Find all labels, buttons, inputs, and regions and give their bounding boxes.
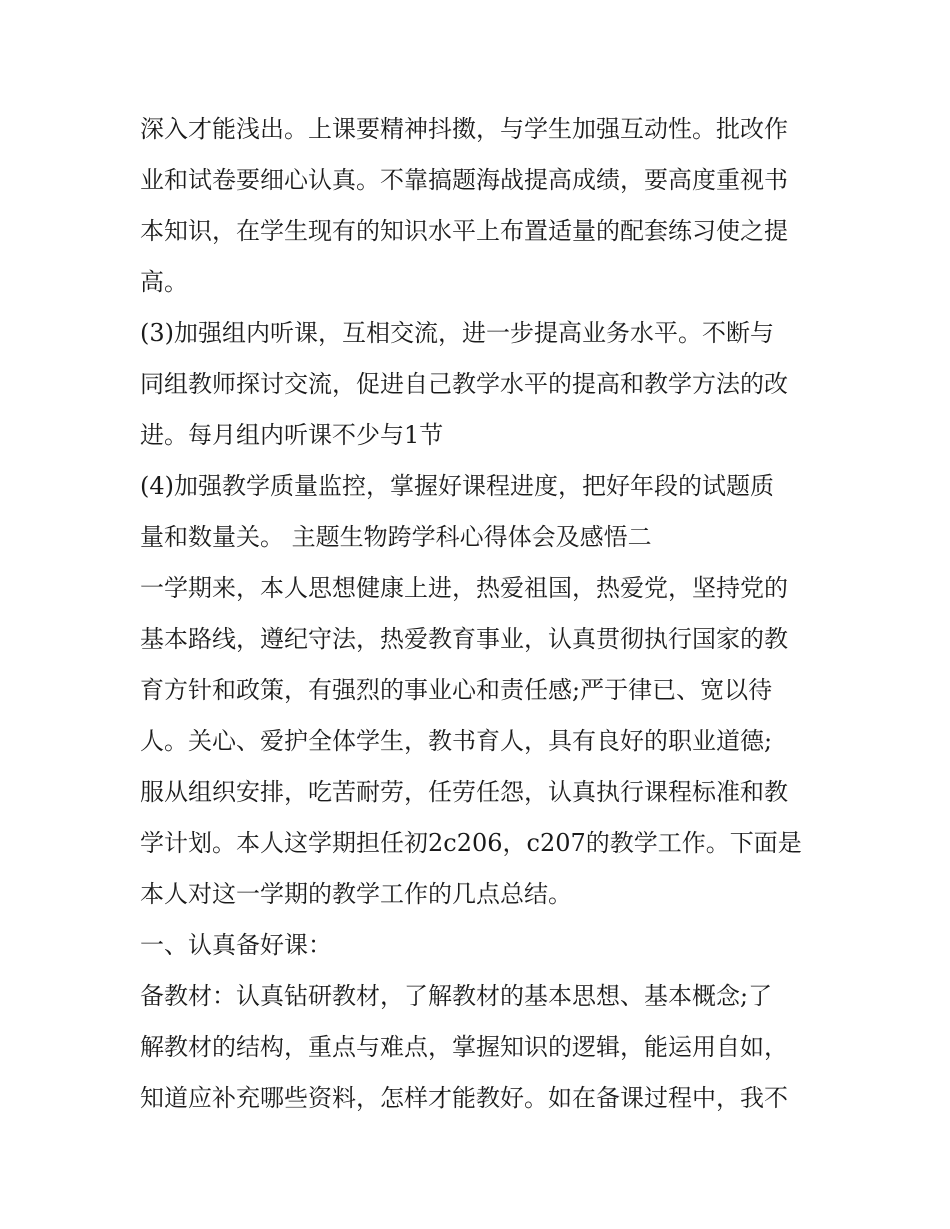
text-line: 知道应补充哪些资料，怎样才能教好。如在备课过程中，我不 xyxy=(140,1084,788,1112)
text-line: (4)加强教学质量监控，掌握好课程进度，把好年段的试题质 xyxy=(140,472,774,500)
text-line: 同组教师探讨交流，促进自己教学水平的提高和教学方法的改 xyxy=(140,370,788,398)
text-line: 本人对这一学期的教学工作的几点总结。 xyxy=(140,880,572,908)
text-line: 深入才能浅出。上课要精神抖擞，与学生加强互动性。批改作 xyxy=(140,115,788,143)
text-line: 解教材的结构，重点与难点，掌握知识的逻辑，能运用自如， xyxy=(140,1033,788,1061)
text-line: 服从组织安排，吃苦耐劳，任劳任怨，认真执行课程标准和教 xyxy=(140,778,788,806)
text-line: 一、认真备好课： xyxy=(140,931,332,959)
text-line: 本知识，在学生现有的知识水平上布置适量的配套练习使之提 xyxy=(140,217,788,245)
text-line: 进。每月组内听课不少与1节 xyxy=(140,421,444,449)
text-line: 备教材：认真钻研教材，了解教材的基本思想、基本概念;了 xyxy=(140,982,773,1010)
text-line: 基本路线，遵纪守法，热爱教育事业，认真贯彻执行国家的教 xyxy=(140,625,788,653)
text-line: 高。 xyxy=(140,268,188,296)
text-line: 学计划。本人这学期担任初2c206，c207的教学工作。下面是 xyxy=(140,829,802,857)
document-body xyxy=(140,104,820,1124)
text-line: (3)加强组内听课，互相交流，进一步提高业务水平。不断与 xyxy=(140,319,774,347)
text-line: 一学期来，本人思想健康上进，热爱祖国，热爱党，坚持党的 xyxy=(140,574,788,602)
text-line: 育方针和政策，有强烈的事业心和责任感;严于律已、宽以待 xyxy=(140,676,773,704)
text-line: 业和试卷要细心认真。不靠搞题海战提高成绩，要高度重视书 xyxy=(140,166,788,194)
text-line: 人。关心、爱护全体学生，教书育人，具有良好的职业道德; xyxy=(140,727,773,755)
text-line: 量和数量关。 主题生物跨学科心得体会及感悟二 xyxy=(140,523,652,551)
